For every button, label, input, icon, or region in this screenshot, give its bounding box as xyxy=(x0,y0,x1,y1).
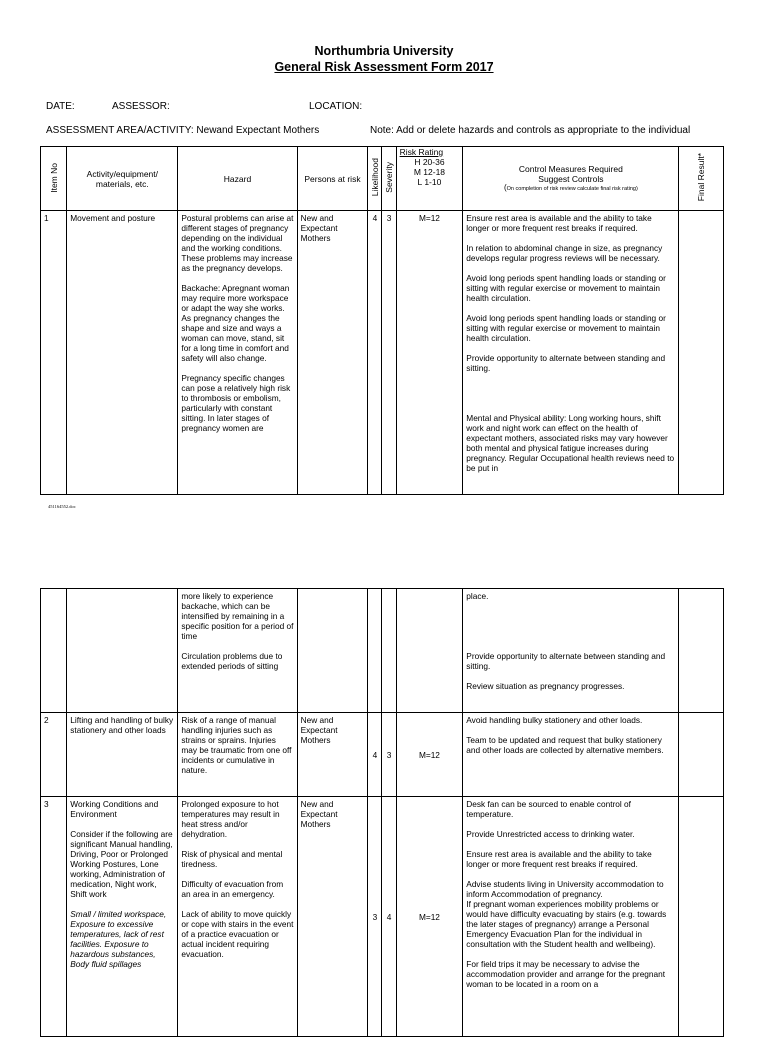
activity-cell xyxy=(67,589,178,713)
page-title: Northumbria University xyxy=(314,44,454,58)
final-result-cell xyxy=(679,211,724,495)
controls-cell: Avoid handling bulky stationery and other loads. Team to be updated and request that bulky stationery and other loads are collected by alternative members. xyxy=(463,713,679,797)
note-text: Note: Add or delete hazards and controls as appropriate to the individual xyxy=(370,125,691,136)
header-persons: Persons at risk xyxy=(297,147,368,211)
assessment-area-label: ASSESSMENT AREA/ACTIVITY: Newand Expectant Mothers xyxy=(46,125,320,136)
activity-cell: Movement and posture xyxy=(67,211,178,495)
header-likelihood: Likelihood xyxy=(368,147,382,211)
item-number: 2 xyxy=(41,713,67,797)
table-row xyxy=(41,797,724,1037)
location-label: LOCATION: xyxy=(309,101,363,112)
severity-cell: 3 xyxy=(382,713,396,797)
likelihood-cell: 4 xyxy=(368,713,382,797)
risk-rating-cell: M=12 xyxy=(396,211,463,495)
controls-cell: Ensure rest area is available and the ability to take longer or more frequent rest breaks if required. In relation to abdominal change in size, as pregnancy develops regular progress reviews will be necessary. Avoid long periods spent handling loads or standing or sitting with regular exercise or movement to maintain health circulation. Avoid long periods spent handling loads or standing or sitting with regular exercise or movement to maintain health circulation. Provide opportunity to alternate between standing and sitting. Mental and Physical ability: Long working hours, shift work and night work can effect on the health of expectant mothers, associated risks may vary however both mental and physical fatigue increases during pregnancy. Regular Occupational health reviews need to be put in xyxy=(463,211,679,495)
activity-cell: Working Conditions and Environment Consider if the following are significant Manual handling, Driving, Poor or Prolonged Working Postures, Lone working, Administration of medication, Night work, Shift work Small / limited workspace, Exposure to excessive temperatures, lack of rest facilities. Exposure to hazardous substances, Body fluid spillages xyxy=(67,797,178,1037)
risk-rating-cell: M=12 xyxy=(396,797,463,1037)
header-activity: Activity/equipment/ materials, etc. xyxy=(67,147,178,211)
form-subtitle: General Risk Assessment Form 2017 xyxy=(274,60,494,74)
header-risk-rating: Risk Rating H 20-36 M 12-18 L 1-10 xyxy=(396,147,463,211)
controls-cell: place. Provide opportunity to alternate between standing and sitting. Review situation as pregnancy progresses. xyxy=(463,589,679,713)
likelihood-cell xyxy=(368,589,382,713)
header-controls: Control Measures Required Suggest Controls (On completion of risk review calculate final risk rating) xyxy=(463,147,679,211)
header-severity: Severity xyxy=(382,147,396,211)
likelihood-cell: 4 xyxy=(368,211,382,495)
likelihood-cell: 3 xyxy=(368,797,382,1037)
persons-cell: New and Expectant Mothers xyxy=(297,797,368,1037)
item-number: 3 xyxy=(41,797,67,1037)
severity-cell: 4 xyxy=(382,797,396,1037)
hazard-cell: Prolonged exposure to hot temperatures may result in heat stress and/or dehydration. Risk of physical and mental tiredness. Difficulty of evacuation from an area in an emergency. Lack of ability to move quickly or cope with stairs in the event of a practice evacuation or actual incident requiring evacuation. xyxy=(178,797,297,1037)
header-final-result: Final Result* xyxy=(679,147,724,211)
risk-rating-cell: M=12 xyxy=(396,713,463,797)
document-reference: 451164552.doc xyxy=(48,504,76,509)
persons-cell: New and Expectant Mothers xyxy=(297,713,368,797)
risk-table-page1 xyxy=(40,146,724,495)
header-item-no: Item No xyxy=(41,147,67,211)
hazard-cell: more likely to experience backache, which can be intensified by remaining in a specific position for a period of time Circulation problems due to extended periods of sitting xyxy=(178,589,297,713)
activity-cell: Lifting and handling of bulky stationery and other loads xyxy=(67,713,178,797)
item-number xyxy=(41,589,67,713)
final-result-cell xyxy=(679,589,724,713)
table-row xyxy=(41,211,724,495)
risk-rating-cell xyxy=(396,589,463,713)
hazard-cell: Postural problems can arise at different stages of pregnancy depending on the individual and the working conditions. These problems may increase as the pregnancy develops. Backache: Apregnant woman may require more workspace or adapt the way she works. As pregnancy changes the shape and size and ways a woman can move, stand, sit for a long time in comfort and safety will also change. Pregnancy specific changes can pose a relatively high risk to thrombosis or embolism, particularly with constant sitting. In later stages of pregnancy women are xyxy=(178,211,297,495)
date-label: DATE: xyxy=(46,101,75,112)
persons-cell: New and Expectant Mothers xyxy=(297,211,368,495)
severity-cell xyxy=(382,589,396,713)
controls-cell: Desk fan can be sourced to enable control of temperature. Provide Unrestricted access to drinking water. Ensure rest area is available and the ability to take longer or more frequent rest breaks if required. Advise students living in University accommodation to inform Accommodation of pregnancy. If pregnant woman experiences mobility problems or would have difficulty evacuating by stairs (e.g. towards the later stages of pregnancy) arrange a Personal Emergency Evacuation Plan for the individual in consultation with the Student health and wellbeing). For field trips it may be necessary to advise the accommodation provider and arrange for the pregnant woman to be located in a room on a xyxy=(463,797,679,1037)
header-hazard: Hazard xyxy=(178,147,297,211)
final-result-cell xyxy=(679,713,724,797)
risk-table-page2 xyxy=(40,588,724,1037)
severity-cell: 3 xyxy=(382,211,396,495)
hazard-cell: Risk of a range of manual handling injuries such as strains or sprains. Injuries may be traumatic from one off incidents or cumulative in nature. xyxy=(178,713,297,797)
final-result-cell xyxy=(679,797,724,1037)
persons-cell xyxy=(297,589,368,713)
item-number: 1 xyxy=(41,211,67,495)
table-row xyxy=(41,713,724,797)
table-row xyxy=(41,589,724,713)
assessor-label: ASSESSOR: xyxy=(112,101,170,112)
